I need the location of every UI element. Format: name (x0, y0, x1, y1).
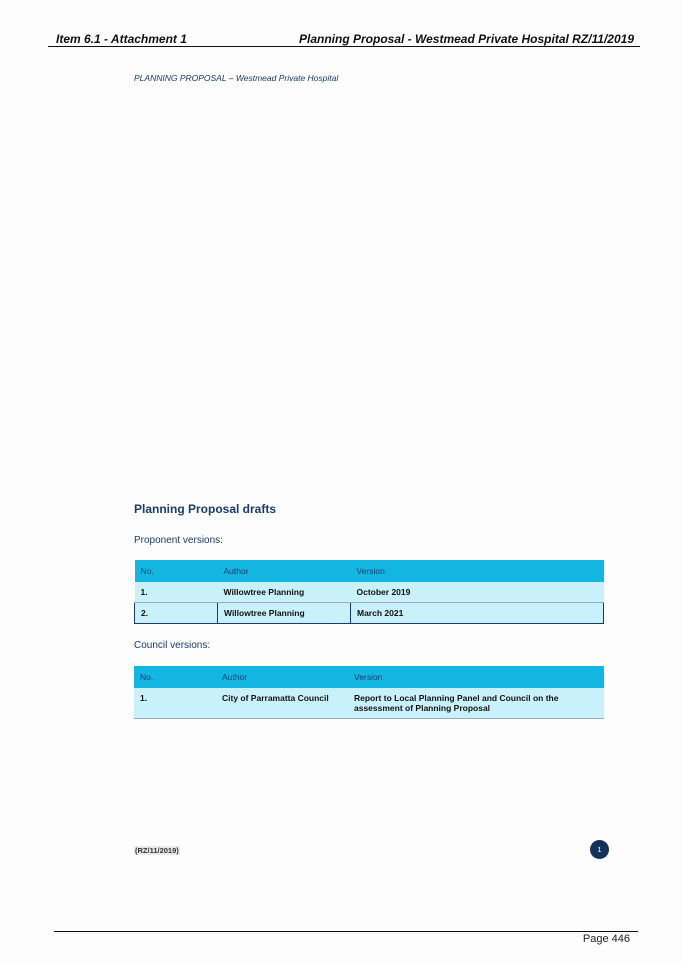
cell-version: October 2019 (351, 582, 604, 603)
section-title: Planning Proposal drafts (134, 502, 277, 516)
column-header-version: Version (348, 666, 604, 688)
column-header-no: No. (135, 560, 218, 582)
cell-author: Willowtree Planning (218, 582, 351, 603)
table-header-row (134, 666, 604, 688)
document-running-title: PLANNING PROPOSAL – Westmead Private Hospital (134, 73, 339, 83)
table-row (134, 688, 604, 719)
footer-rule (54, 931, 638, 932)
table-row (135, 582, 604, 603)
header-document-title: Planning Proposal - Westmead Private Hospital RZ/11/2019 (299, 32, 634, 46)
column-header-author: Author (216, 666, 348, 688)
proponent-versions-label: Proponent versions: (134, 535, 223, 546)
cell-no: 1. (135, 582, 218, 603)
council-versions-label: Council versions: (134, 640, 211, 651)
column-header-version: Version (351, 560, 604, 582)
column-header-no: No. (134, 666, 216, 688)
table-row (135, 603, 604, 624)
cell-no: 1. (134, 688, 216, 719)
proponent-versions-table (134, 560, 604, 624)
header-item-label: Item 6.1 - Attachment 1 (56, 32, 187, 46)
cell-no: 2. (135, 603, 218, 624)
reference-code: (RZ/11/2019) (135, 846, 179, 855)
cell-author: Willowtree Planning (218, 603, 351, 624)
cell-version: Report to Local Planning Panel and Council on the assessment of Planning Proposal (348, 688, 604, 719)
column-header-author: Author (218, 560, 351, 582)
header-rule (48, 46, 640, 47)
inner-page-number-badge: 1 (590, 840, 609, 859)
council-versions-table (134, 666, 604, 719)
page-number: Page 446 (582, 933, 630, 945)
cell-version: March 2021 (351, 603, 604, 624)
cell-author: City of Parramatta Council (216, 688, 348, 719)
table-header-row (135, 560, 604, 582)
